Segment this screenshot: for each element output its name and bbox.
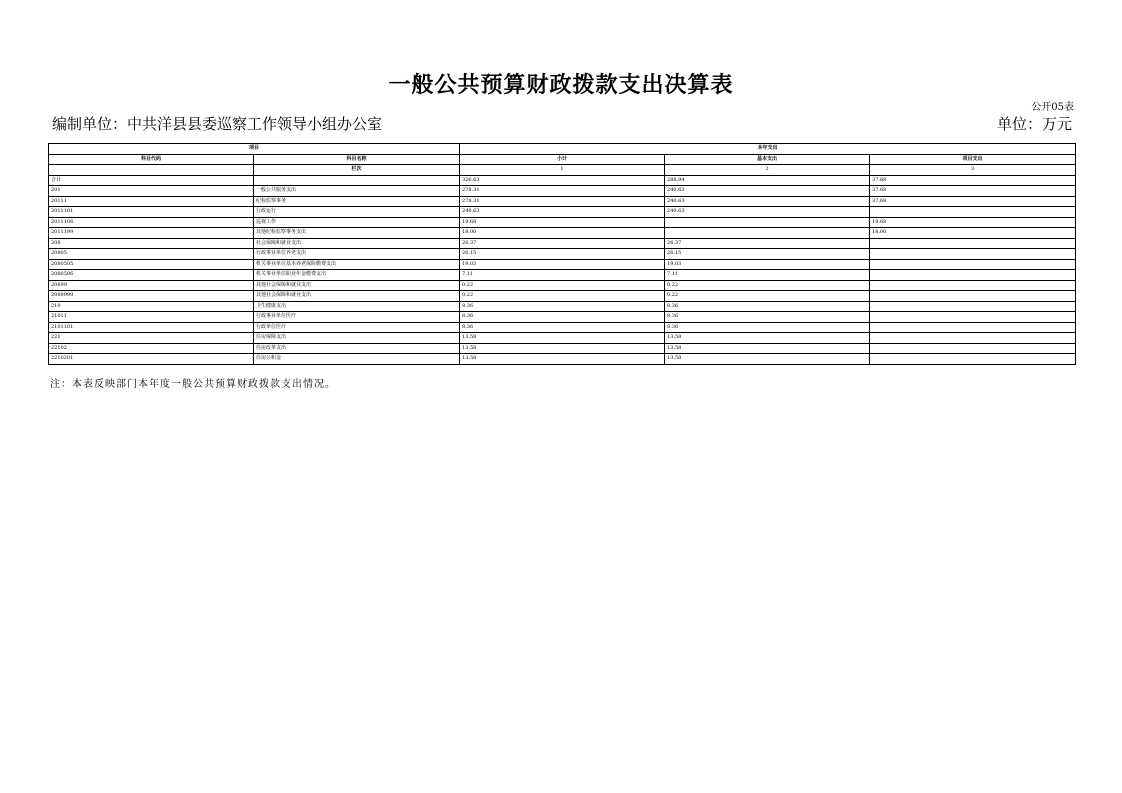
cell-basic: 240.63 bbox=[665, 207, 870, 218]
header-blank bbox=[49, 165, 254, 176]
cell-basic: 0.22 bbox=[665, 291, 870, 302]
table-row bbox=[49, 186, 1076, 197]
cell-code: 20805 bbox=[49, 249, 254, 260]
cell-name: 住房保障支出 bbox=[254, 333, 460, 344]
cell-code: 208 bbox=[49, 238, 254, 249]
cell-code: 210 bbox=[49, 301, 254, 312]
table-row bbox=[49, 175, 1076, 186]
table-row bbox=[49, 217, 1076, 228]
cell-name: 其他社会保障和就业支出 bbox=[254, 280, 460, 291]
cell-code: 201 bbox=[49, 186, 254, 197]
cell-code: 合计 bbox=[49, 175, 254, 186]
cell-subtotal: 8.36 bbox=[460, 312, 665, 323]
cell-project: 37.68 bbox=[870, 175, 1076, 186]
cell-project bbox=[870, 354, 1076, 365]
table-row bbox=[49, 207, 1076, 218]
cell-subtotal: 7.11 bbox=[460, 270, 665, 281]
cell-project bbox=[870, 333, 1076, 344]
table-row bbox=[49, 249, 1076, 260]
cell-basic: 8.36 bbox=[665, 301, 870, 312]
table-row bbox=[49, 322, 1076, 333]
header-subject-code: 科目代码 bbox=[49, 154, 254, 165]
cell-basic: 7.11 bbox=[665, 270, 870, 281]
header-current-year: 本年支出 bbox=[460, 144, 1076, 155]
cell-subtotal: 26.37 bbox=[460, 238, 665, 249]
organization-label: 编制单位：中共洋县县委巡察工作领导小组办公室 bbox=[52, 115, 383, 133]
table-row bbox=[49, 343, 1076, 354]
unit-label: 单位：万元 bbox=[996, 115, 1072, 133]
cell-code: 2089999 bbox=[49, 291, 254, 302]
cell-project bbox=[870, 291, 1076, 302]
cell-code: 2080505 bbox=[49, 259, 254, 270]
table-note: 注：本表反映部门本年度一般公共预算财政拨款支出情况。 bbox=[50, 379, 336, 390]
cell-name: 机关事业单位职业年金缴费支出 bbox=[254, 270, 460, 281]
cell-name: 机关事业单位基本养老保险缴费支出 bbox=[254, 259, 460, 270]
cell-name: 社会保障和就业支出 bbox=[254, 238, 460, 249]
cell-name: 卫生健康支出 bbox=[254, 301, 460, 312]
cell-basic: 19.03 bbox=[665, 259, 870, 270]
cell-project bbox=[870, 238, 1076, 249]
cell-name: 行政事业单位养老支出 bbox=[254, 249, 460, 260]
cell-subtotal: 13.58 bbox=[460, 333, 665, 344]
header-basic: 基本支出 bbox=[665, 154, 870, 165]
header-project-exp: 项目支出 bbox=[870, 154, 1076, 165]
cell-subtotal: 13.58 bbox=[460, 354, 665, 365]
cell-code: 2101101 bbox=[49, 322, 254, 333]
cell-subtotal: 19.68 bbox=[460, 217, 665, 228]
cell-code: 20111 bbox=[49, 196, 254, 207]
table-row bbox=[49, 333, 1076, 344]
cell-code: 22102 bbox=[49, 343, 254, 354]
cell-project: 18.00 bbox=[870, 228, 1076, 239]
header-row-1 bbox=[49, 144, 1076, 155]
form-number: 公开05表 bbox=[1031, 102, 1074, 113]
cell-name: 住房改革支出 bbox=[254, 343, 460, 354]
cell-project bbox=[870, 280, 1076, 291]
cell-subtotal: 13.58 bbox=[460, 343, 665, 354]
table-row bbox=[49, 280, 1076, 291]
page-title: 一般公共预算财政拨款支出决算表 bbox=[388, 72, 734, 98]
cell-name: 行政事业单位医疗 bbox=[254, 312, 460, 323]
table-row bbox=[49, 270, 1076, 281]
cell-name: 其他社会保障和就业支出 bbox=[254, 291, 460, 302]
cell-subtotal: 278.31 bbox=[460, 196, 665, 207]
cell-project bbox=[870, 207, 1076, 218]
cell-code: 20899 bbox=[49, 280, 254, 291]
header-project: 项目 bbox=[49, 144, 460, 155]
cell-name: 其他纪检监察事务支出 bbox=[254, 228, 460, 239]
cell-project bbox=[870, 270, 1076, 281]
cell-project: 19.68 bbox=[870, 217, 1076, 228]
cell-basic: 240.63 bbox=[665, 186, 870, 197]
cell-basic bbox=[665, 228, 870, 239]
header-row-label: 栏次 bbox=[254, 165, 460, 176]
table-row bbox=[49, 196, 1076, 207]
cell-basic bbox=[665, 217, 870, 228]
cell-subtotal: 18.00 bbox=[460, 228, 665, 239]
table-row bbox=[49, 301, 1076, 312]
table-row bbox=[49, 228, 1076, 239]
table-row bbox=[49, 312, 1076, 323]
cell-code: 2011101 bbox=[49, 207, 254, 218]
cell-subtotal: 0.22 bbox=[460, 280, 665, 291]
cell-basic: 26.15 bbox=[665, 249, 870, 260]
cell-name: 一般公共服务支出 bbox=[254, 186, 460, 197]
cell-subtotal: 19.03 bbox=[460, 259, 665, 270]
cell-basic: 240.63 bbox=[665, 196, 870, 207]
header-col-2: 2 bbox=[665, 165, 870, 176]
cell-name: 巡视工作 bbox=[254, 217, 460, 228]
cell-project bbox=[870, 249, 1076, 260]
table-row bbox=[49, 354, 1076, 365]
cell-project bbox=[870, 312, 1076, 323]
table-row bbox=[49, 291, 1076, 302]
cell-code: 2210201 bbox=[49, 354, 254, 365]
header-row-3 bbox=[49, 165, 1076, 176]
cell-basic: 8.36 bbox=[665, 312, 870, 323]
cell-subtotal: 8.36 bbox=[460, 322, 665, 333]
expenditure-table bbox=[48, 143, 1076, 365]
cell-name: 行政运行 bbox=[254, 207, 460, 218]
header-subject-name: 科目名称 bbox=[254, 154, 460, 165]
cell-basic: 288.94 bbox=[665, 175, 870, 186]
cell-subtotal: 278.31 bbox=[460, 186, 665, 197]
cell-code: 221 bbox=[49, 333, 254, 344]
table-row bbox=[49, 259, 1076, 270]
table-row bbox=[49, 238, 1076, 249]
cell-code: 2011106 bbox=[49, 217, 254, 228]
cell-name bbox=[254, 175, 460, 186]
header-col-3: 3 bbox=[870, 165, 1076, 176]
cell-basic: 0.22 bbox=[665, 280, 870, 291]
cell-subtotal: 26.15 bbox=[460, 249, 665, 260]
cell-code: 2011199 bbox=[49, 228, 254, 239]
cell-project: 37.68 bbox=[870, 196, 1076, 207]
cell-name: 纪检监察事务 bbox=[254, 196, 460, 207]
cell-name: 行政单位医疗 bbox=[254, 322, 460, 333]
cell-project bbox=[870, 259, 1076, 270]
cell-basic: 8.36 bbox=[665, 322, 870, 333]
cell-project: 37.68 bbox=[870, 186, 1076, 197]
cell-project bbox=[870, 343, 1076, 354]
header-col-1: 1 bbox=[460, 165, 665, 176]
cell-code: 21011 bbox=[49, 312, 254, 323]
cell-subtotal: 326.63 bbox=[460, 175, 665, 186]
cell-project bbox=[870, 322, 1076, 333]
cell-project bbox=[870, 301, 1076, 312]
header-row-2 bbox=[49, 154, 1076, 165]
cell-subtotal: 0.22 bbox=[460, 291, 665, 302]
cell-name: 住房公积金 bbox=[254, 354, 460, 365]
cell-subtotal: 240.63 bbox=[460, 207, 665, 218]
header-subtotal: 小计 bbox=[460, 154, 665, 165]
cell-basic: 13.58 bbox=[665, 343, 870, 354]
cell-basic: 13.58 bbox=[665, 333, 870, 344]
cell-basic: 13.58 bbox=[665, 354, 870, 365]
cell-subtotal: 8.36 bbox=[460, 301, 665, 312]
cell-basic: 26.37 bbox=[665, 238, 870, 249]
cell-code: 2080506 bbox=[49, 270, 254, 281]
